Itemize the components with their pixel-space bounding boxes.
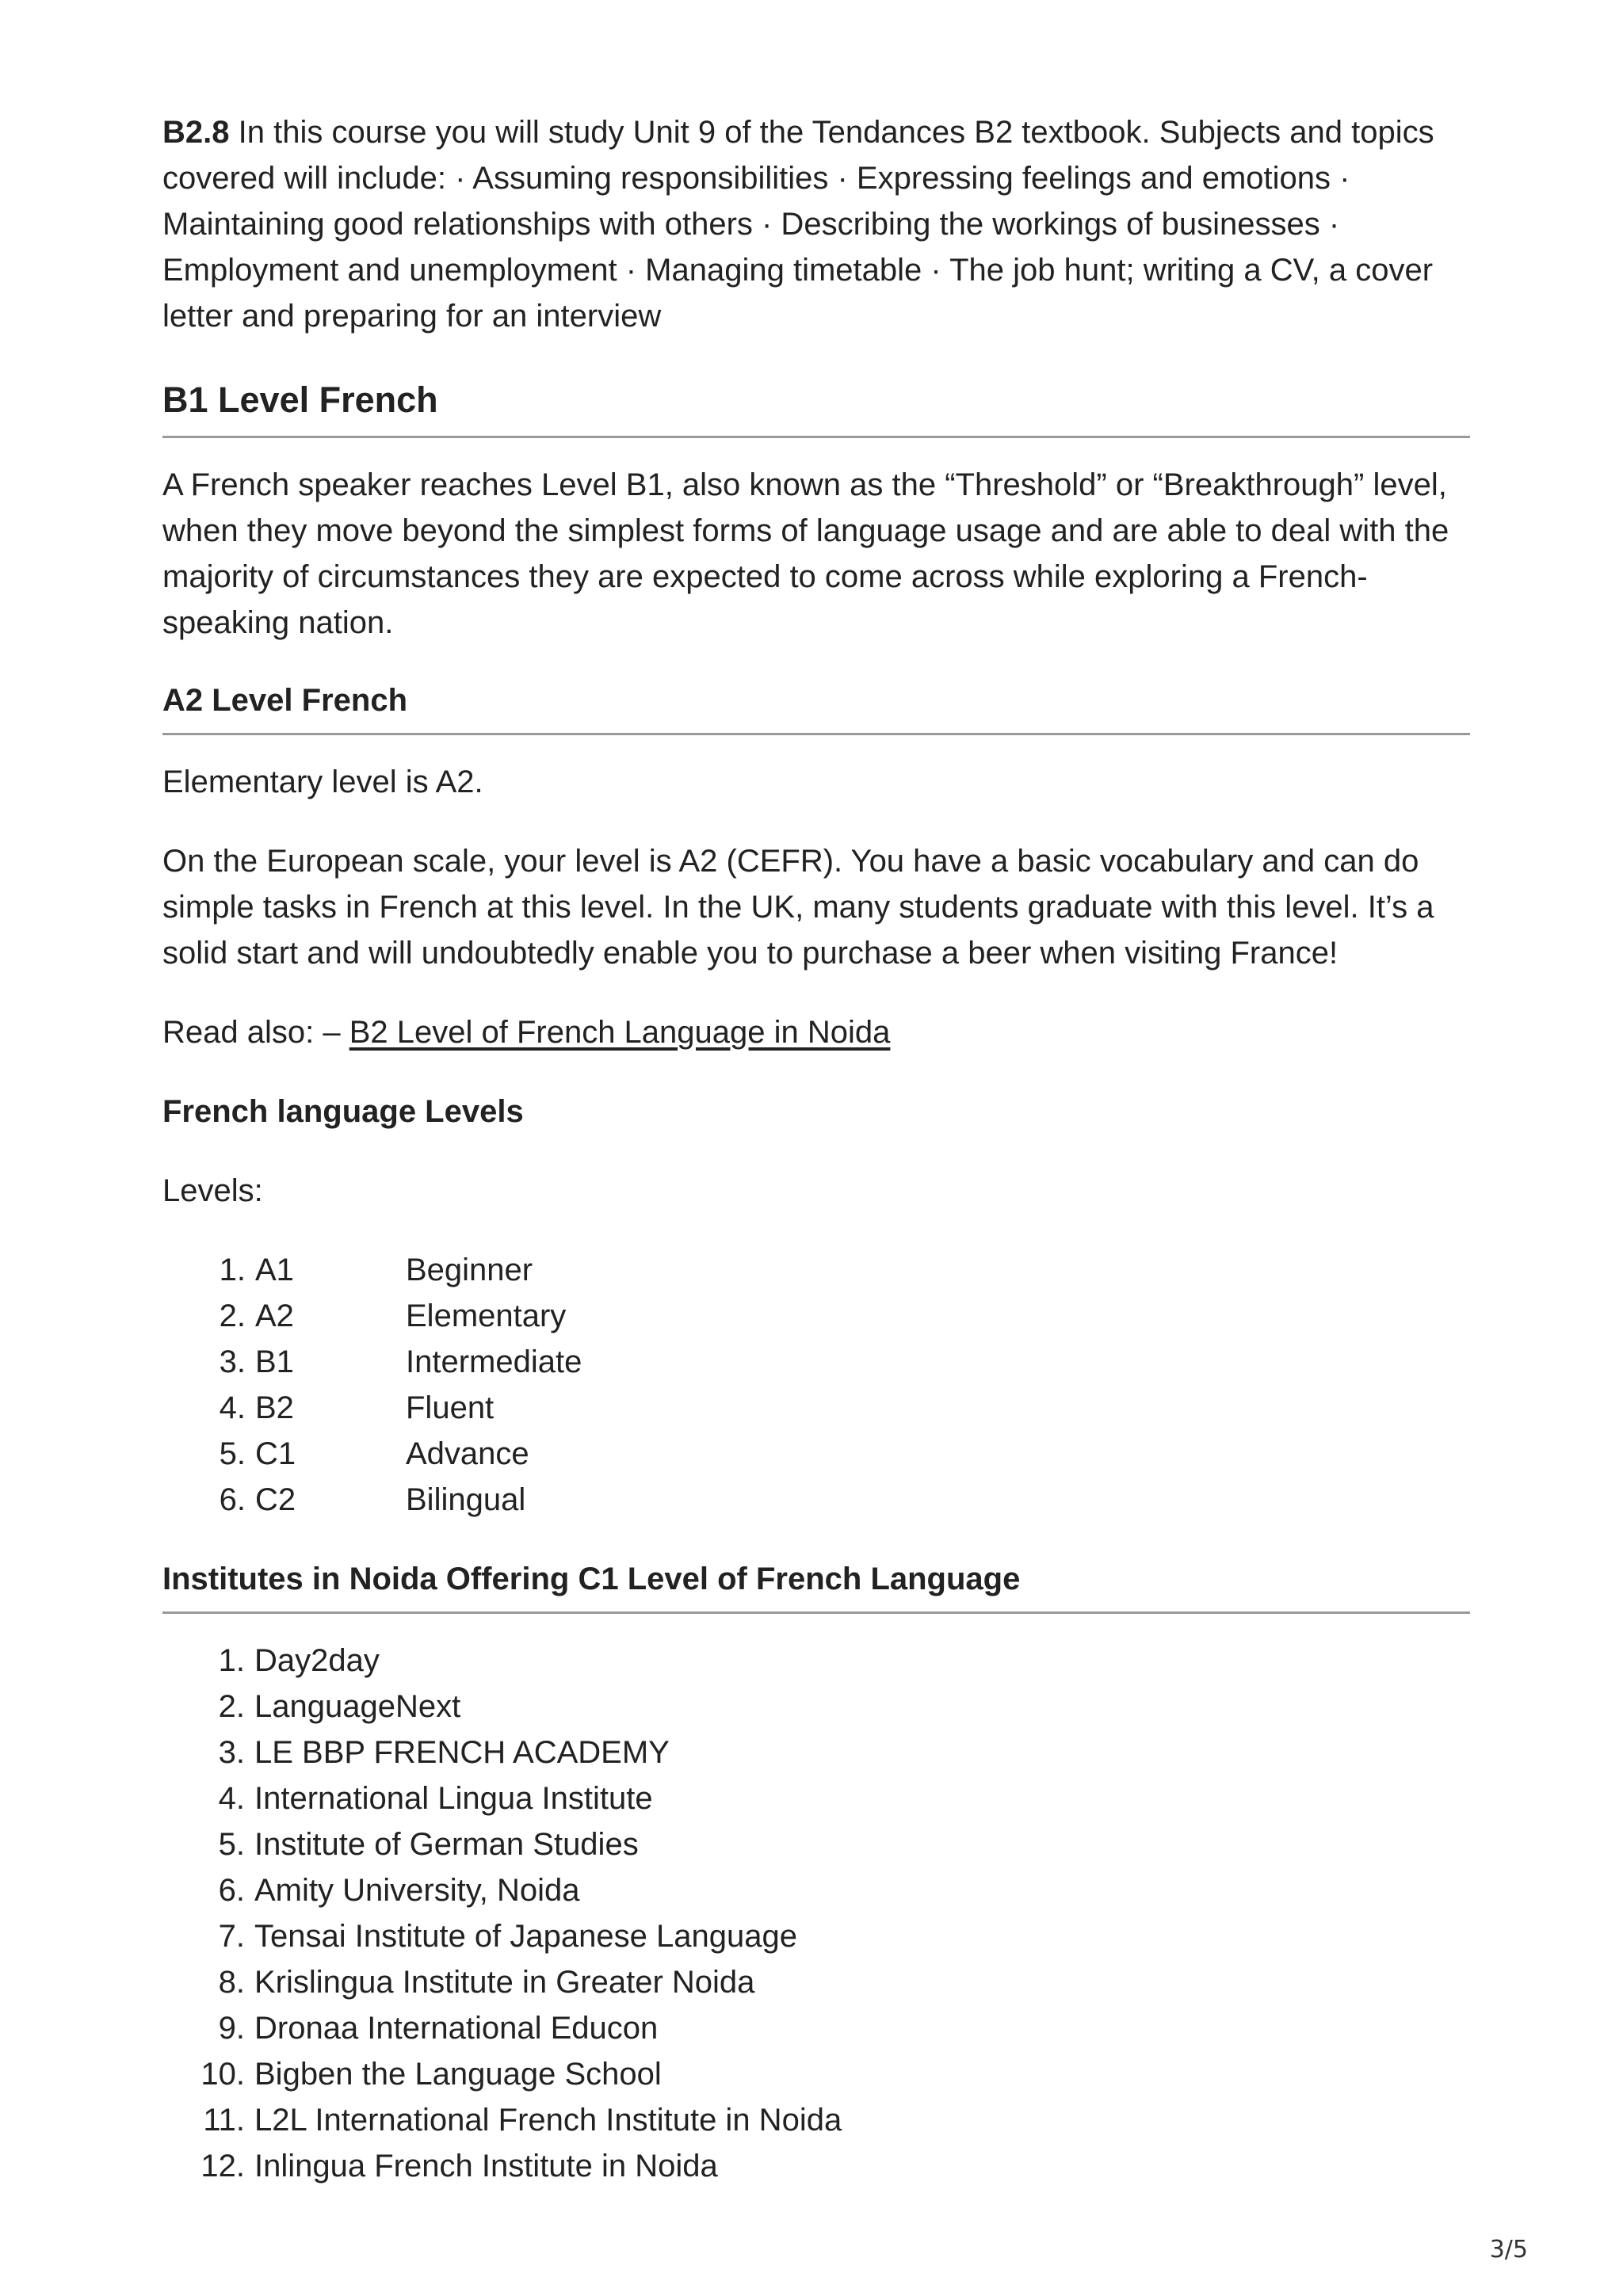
institute-number: 3.: [218, 1735, 245, 1770]
a2-paragraph-1: Elementary level is A2.: [162, 765, 483, 799]
institute-item: [162, 1913, 1470, 1959]
course-code: B2.8: [162, 115, 230, 150]
level-code: A1: [255, 1253, 294, 1287]
institutes-list: [162, 1638, 1470, 2189]
institute-name: L2L International French Institute in Noida: [254, 2103, 842, 2138]
document-body: [162, 109, 1470, 2189]
level-item: [162, 1247, 1470, 1293]
level-number: 5.: [219, 1436, 246, 1471]
institute-name: Tensai Institute of Japanese Language: [254, 1919, 797, 1954]
level-item: [162, 1431, 1470, 1477]
level-item: [162, 1293, 1470, 1339]
institute-item: [162, 1730, 1470, 1775]
intro-text: In this course you will study Unit 9 of the Tendances B2 textbook. Subjects and topics covered will include: · Assuming responsibilities · Expressing feelings and emotions · Maintaining good relationships with others · Describing the workings of businesses · Employment and unemployment · Managing timetable · The job hunt; writing a CV, a cover letter and preparing for an interview: [162, 115, 1434, 334]
institute-name: Krislingua Institute in Greater Noida: [254, 1965, 755, 2000]
level-item: [162, 1339, 1470, 1385]
institute-number: 7.: [218, 1919, 245, 1954]
institute-item: [162, 2097, 1470, 2143]
a2-heading: A2 Level French: [162, 677, 1470, 735]
institute-name: Inlingua French Institute in Noida: [254, 2149, 718, 2183]
levels-intro: Levels:: [162, 1173, 263, 1208]
levels-heading: French language Levels: [162, 1094, 524, 1129]
level-name: Elementary: [406, 1299, 567, 1333]
institutes-heading: Institutes in Noida Offering C1 Level of French Language: [162, 1556, 1470, 1614]
level-code: C2: [255, 1482, 296, 1517]
institute-number: 5.: [218, 1827, 245, 1862]
level-name: Intermediate: [406, 1344, 582, 1379]
institute-number: 12.: [200, 2149, 245, 2183]
level-item: [162, 1477, 1470, 1523]
institute-item: [162, 1684, 1470, 1730]
institute-number: 10.: [200, 2057, 245, 2092]
institute-name: LE BBP FRENCH ACADEMY: [254, 1735, 670, 1770]
institute-item: [162, 2051, 1470, 2097]
level-name: Advance: [406, 1436, 529, 1471]
level-code: B1: [255, 1344, 294, 1379]
read-also-link[interactable]: B2 Level of French Language in Noida: [349, 1015, 891, 1050]
level-number: 2.: [219, 1299, 246, 1333]
institute-name: Bigben the Language School: [254, 2057, 662, 2092]
institute-name: Institute of German Studies: [254, 1827, 639, 1862]
levels-list: [162, 1247, 1470, 1523]
institute-number: 9.: [218, 2011, 245, 2046]
level-code: A2: [255, 1299, 294, 1333]
institute-number: 4.: [218, 1781, 245, 1816]
institute-item: [162, 2143, 1470, 2189]
level-number: 3.: [219, 1344, 246, 1379]
level-number: 6.: [219, 1482, 246, 1517]
institute-item: [162, 2005, 1470, 2051]
b1-paragraph: A French speaker reaches Level B1, also known as the “Threshold” or “Breakthrough” level, when they move beyond the simplest forms of language usage and are able to deal with the majority of circumstances they are expected to come across while exploring a French-speaking nation.: [162, 467, 1449, 640]
a2-paragraph-2: On the European scale, your level is A2 (CEFR). You have a basic vocabulary and can do simple tasks in French at this level. In the UK, many students graduate with this level. It’s a solid start and will undoubtedly enable you to purchase a beer when visiting France!: [162, 844, 1434, 971]
institute-number: 11.: [203, 2103, 245, 2138]
institute-name: Amity University, Noida: [254, 1873, 580, 1908]
institute-name: Day2day: [254, 1643, 380, 1678]
institute-item: [162, 1867, 1470, 1913]
institute-item: [162, 1821, 1470, 1867]
level-name: Fluent: [406, 1390, 495, 1425]
level-name: Bilingual: [406, 1482, 526, 1517]
page-number: 3/5: [1489, 2236, 1528, 2264]
institute-item: [162, 1775, 1470, 1821]
level-number: 1.: [219, 1253, 246, 1287]
institute-name: Dronaa International Educon: [254, 2011, 659, 2046]
institute-number: 1.: [218, 1643, 245, 1678]
institute-number: 6.: [218, 1873, 245, 1908]
level-code: B2: [255, 1390, 294, 1425]
institute-name: International Lingua Institute: [254, 1781, 653, 1816]
institute-name: LanguageNext: [254, 1689, 461, 1724]
institute-number: 2.: [218, 1689, 245, 1724]
level-number: 4.: [219, 1390, 246, 1425]
level-item: [162, 1385, 1470, 1431]
institute-number: 8.: [218, 1965, 245, 2000]
institute-item: [162, 1959, 1470, 2005]
level-code: C1: [255, 1436, 296, 1471]
b1-heading: B1 Level French: [162, 377, 1470, 438]
level-name: Beginner: [406, 1253, 533, 1287]
institute-item: [162, 1638, 1470, 1684]
read-also: [162, 1009, 1470, 1055]
read-also-prefix: Read also: –: [162, 1015, 349, 1050]
intro-paragraph: [162, 109, 1470, 339]
